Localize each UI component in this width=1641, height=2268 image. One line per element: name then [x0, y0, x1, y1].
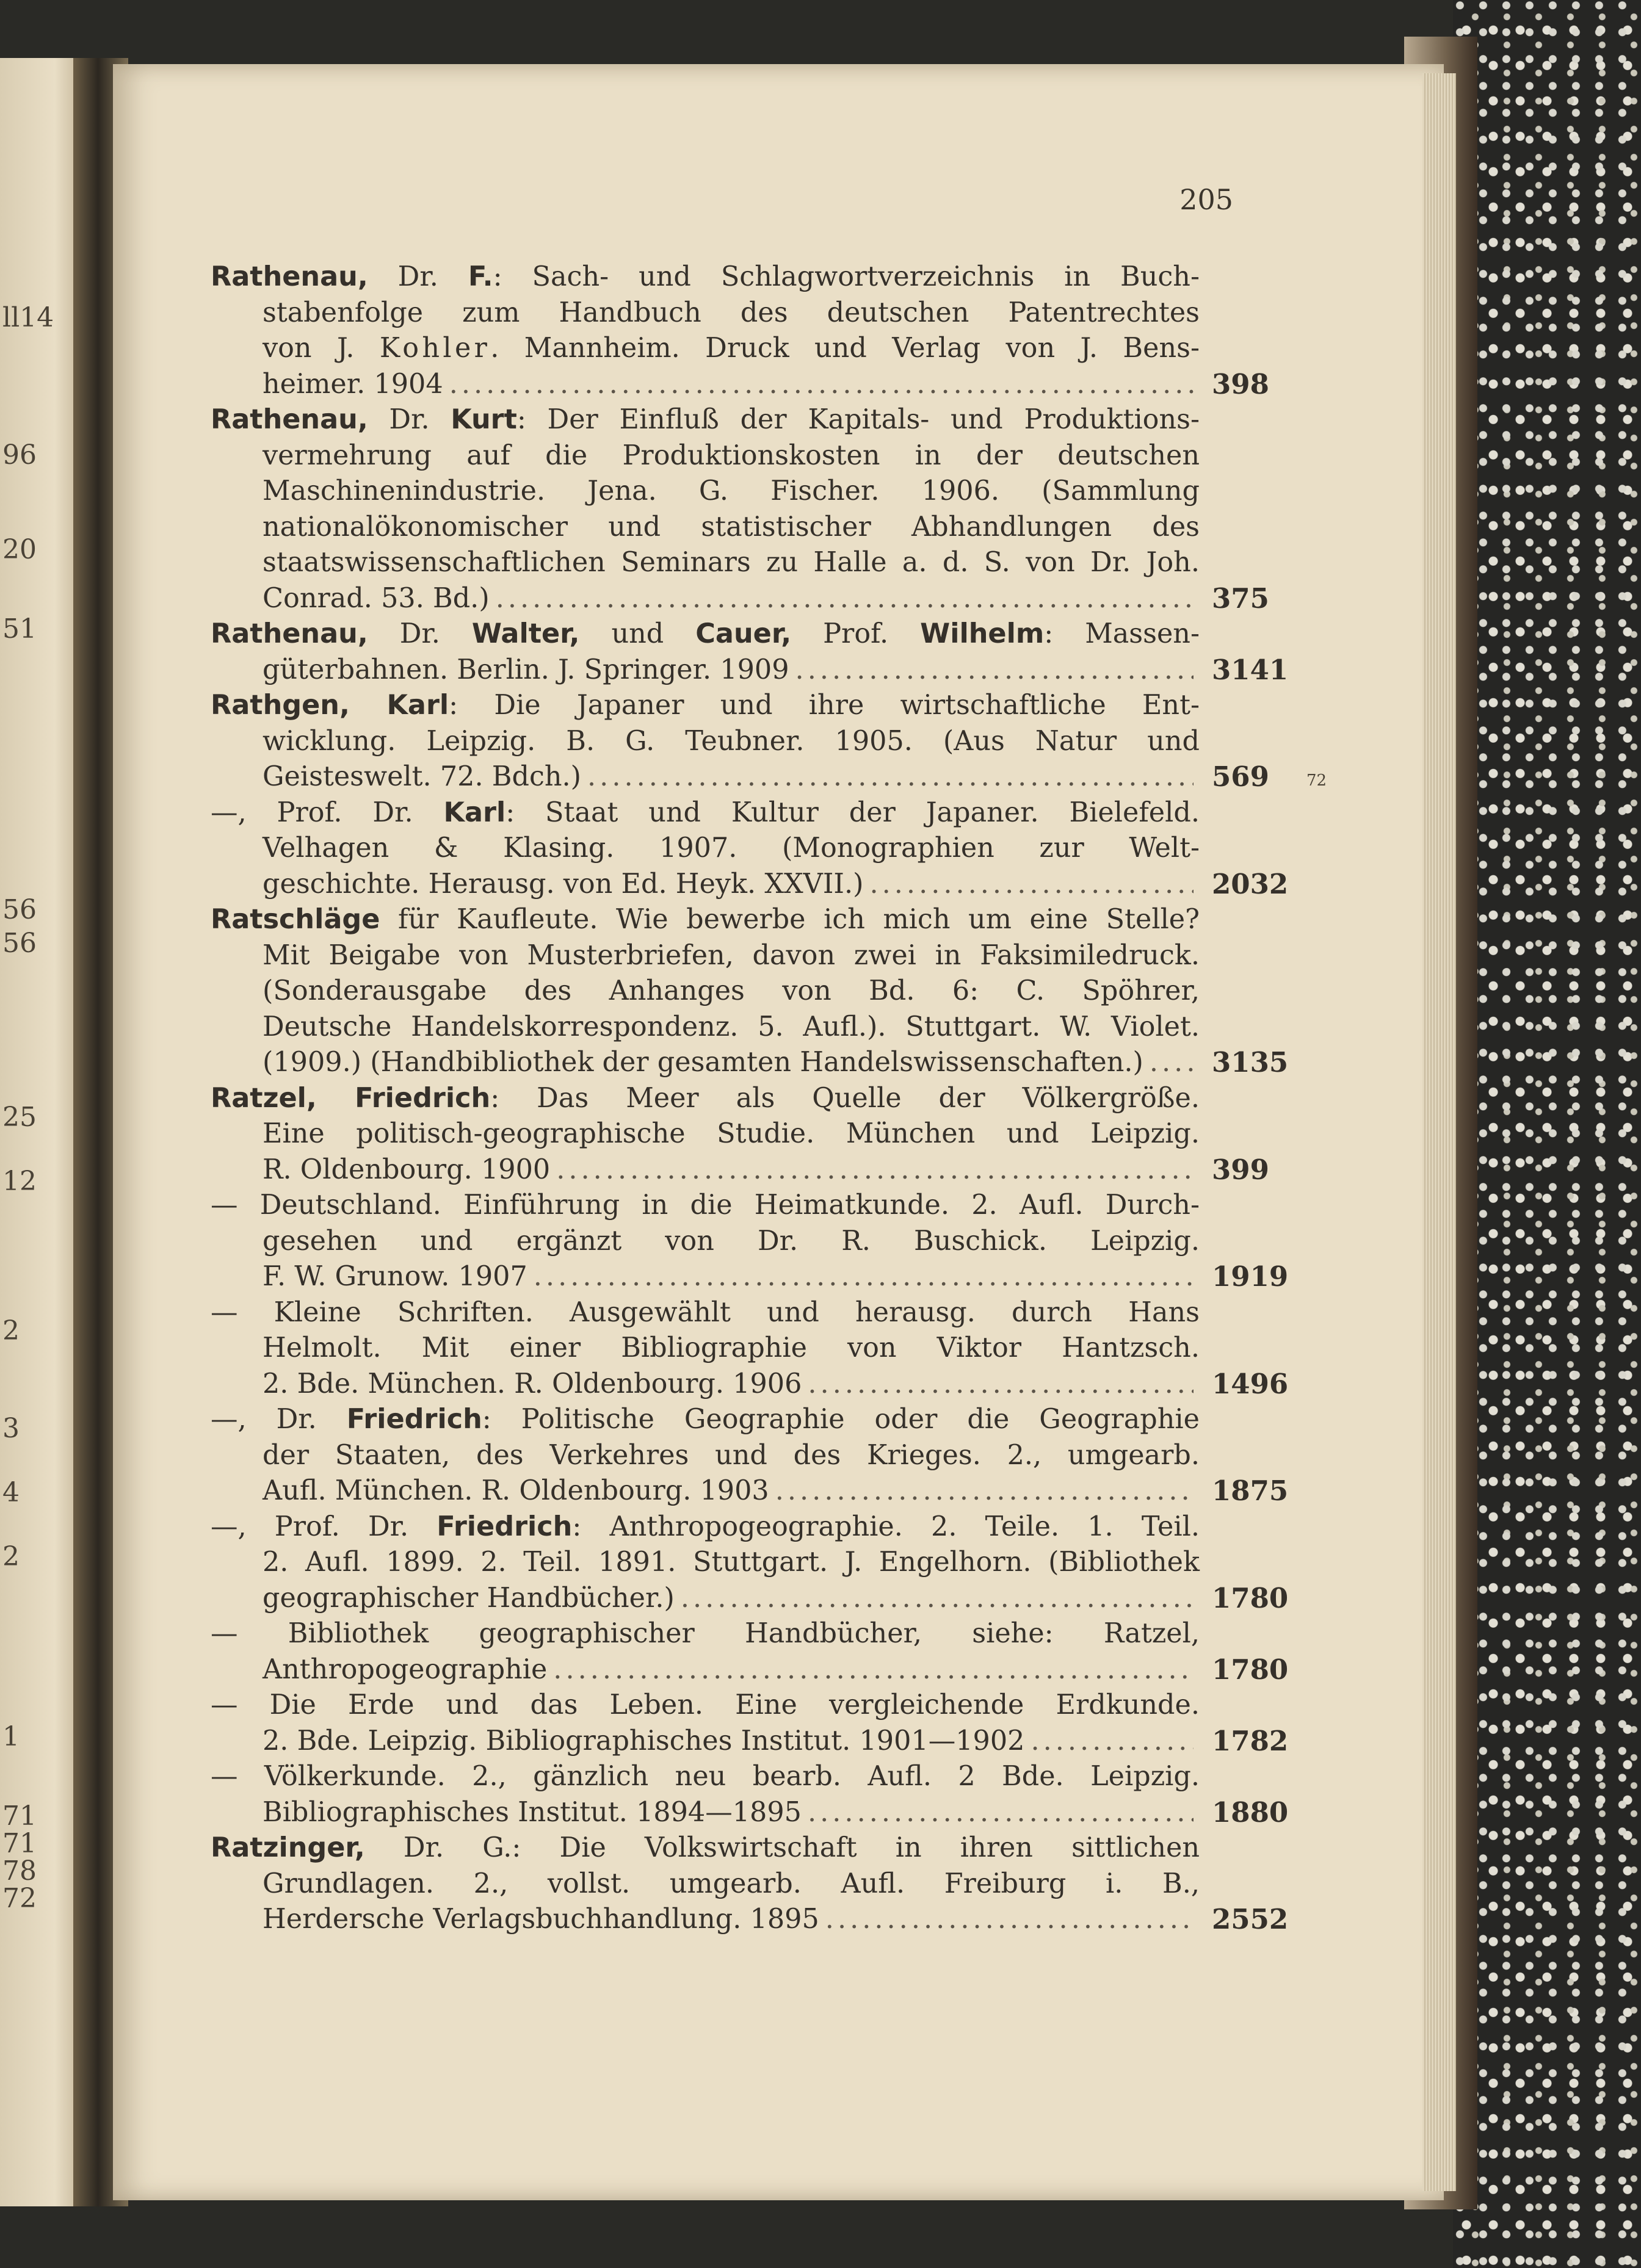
left-page-text-fragment: 25	[2, 1102, 37, 1133]
entry-line	[211, 1759, 1200, 1795]
entry-text: : Das Meer als Quelle der Völkergröße.	[490, 1082, 1200, 1114]
left-page-text-fragment: 2	[2, 1541, 20, 1572]
entry-author: Ratzel, Friedrich	[211, 1082, 491, 1114]
entry-line	[211, 1295, 1200, 1331]
left-page-text-fragment: 3	[2, 1413, 20, 1444]
bibliography-entry	[211, 1081, 1269, 1188]
entry-text: — Bibliothek geographischer Handbücher, siehe: Ratzel,	[211, 1618, 1200, 1649]
entry-text: —, Prof. Dr.	[211, 1511, 437, 1542]
entry-line	[211, 295, 1200, 331]
entry-number: 3135	[1212, 1046, 1289, 1078]
entry-number: 2552	[1212, 1903, 1289, 1935]
dot-leader	[1031, 1724, 1194, 1760]
entry-line	[211, 1009, 1200, 1046]
bibliography-entry	[211, 1295, 1289, 1403]
bibliography-entry	[211, 902, 1289, 1081]
entry-text: 2. Bde. Leipzig. Bibliographisches Institut. 1901—1902	[263, 1725, 1025, 1757]
entry-line	[211, 474, 1200, 510]
page-stack-edge	[1422, 73, 1456, 2191]
entry-line	[211, 831, 1200, 867]
entry-text: : Staat und Kultur der Japaner. Bielefeld.	[505, 796, 1200, 828]
bibliography-entry	[211, 1688, 1289, 1759]
entry-author: Cauer,	[695, 618, 792, 649]
left-page-text-fragment: 12	[2, 1166, 37, 1197]
entry-text: : Massen-	[1044, 618, 1200, 649]
entry-line	[211, 367, 1269, 403]
entry-text: Deutsche Handelskorrespondenz. 5. Aufl.). Stuttgart. W. Violet.	[263, 1011, 1200, 1042]
entry-text: Mit Beigabe von Musterbriefen, davon zwei in Faksimiledruck.	[263, 939, 1200, 971]
entry-text: für Kaufleute. Wie bewerbe ich mich um eine Stelle?	[380, 904, 1200, 935]
bibliography-entry	[211, 259, 1269, 402]
entry-line	[211, 1259, 1289, 1295]
entry-text: — Die Erde und das Leben. Eine vergleichende Erdkunde.	[211, 1689, 1200, 1721]
entry-number: 1780	[1212, 1581, 1289, 1614]
entry-line	[211, 1081, 1200, 1117]
entry-number: 399	[1212, 1153, 1269, 1186]
entry-text: Velhagen & Klasing. 1907. (Monographien zur Welt-	[263, 832, 1200, 864]
entry-line	[211, 938, 1200, 974]
entry-author: Wilhelm	[920, 618, 1045, 649]
entry-text: Kohler	[379, 333, 491, 364]
entry-line	[211, 795, 1200, 831]
entry-number: 1875	[1212, 1475, 1289, 1507]
dot-leader	[808, 1367, 1194, 1403]
entry-line	[211, 1045, 1289, 1081]
entry-line	[211, 1616, 1200, 1652]
entry-line	[211, 1652, 1289, 1688]
entry-line	[211, 1473, 1289, 1509]
entry-line	[211, 1402, 1200, 1438]
margin-note: 72	[1306, 771, 1327, 790]
entry-text: Dr.	[368, 261, 468, 292]
entry-line	[211, 724, 1200, 760]
page-number: 205	[1179, 183, 1233, 216]
entry-number: 1880	[1212, 1796, 1289, 1829]
marbled-cover	[1453, 0, 1641, 2268]
entry-text: nationalökonomischer und statistischer Abhandlungen des	[263, 511, 1200, 543]
left-page-text-fragment: 4	[2, 1477, 20, 1508]
entry-line	[211, 1331, 1200, 1367]
bibliography-entry	[211, 616, 1289, 688]
entry-line	[211, 259, 1200, 295]
entry-author: Kurt	[451, 404, 517, 435]
bibliography-entries	[211, 259, 1327, 1938]
entry-number: 1919	[1212, 1260, 1289, 1293]
entry-text: : Sach- und Schlagwortverzeichnis in Buch-	[493, 261, 1200, 292]
entry-text: Aufl. München. R. Oldenbourg. 1903	[263, 1475, 769, 1506]
entry-author: Karl	[443, 796, 506, 828]
dot-leader	[869, 867, 1194, 903]
entry-text: — Völkerkunde. 2., gänzlich neu bearb. Aufl. 2 Bde. Leipzig.	[211, 1761, 1200, 1792]
entry-text: Herdersche Verlagsbuchhandlung. 1895	[263, 1904, 819, 1935]
entry-line	[211, 1224, 1200, 1260]
entry-author: Ratzinger,	[211, 1832, 365, 1863]
entry-text: von J.	[263, 333, 380, 364]
dot-leader	[795, 652, 1194, 688]
entry-line	[211, 1724, 1289, 1760]
entry-line	[211, 1509, 1200, 1545]
entry-text: und	[579, 618, 696, 649]
entry-text: Maschinenindustrie. Jena. G. Fischer. 1906. (Sammlung	[263, 475, 1200, 507]
entry-text: gesehen und ergänzt von Dr. R. Buschick. Leipzig.	[263, 1225, 1200, 1257]
entry-text: (Sonderausgabe des Anhanges von Bd. 6: C. Spöhrer,	[263, 975, 1200, 1006]
entry-text: der Staaten, des Verkehres und des Krieges. 2., umgearb.	[263, 1439, 1200, 1471]
entry-line	[211, 545, 1200, 581]
entry-text: güterbahnen. Berlin. J. Springer. 1909	[263, 654, 789, 685]
bibliography-entry	[211, 688, 1327, 795]
entry-author: Walter,	[471, 618, 580, 649]
entry-line	[211, 510, 1200, 546]
left-page-text-fragment: 71	[2, 1828, 37, 1859]
entry-number: 3141	[1212, 653, 1289, 686]
entry-author: Rathenau,	[211, 404, 368, 435]
entry-line	[211, 1152, 1269, 1188]
entry-line	[211, 1438, 1200, 1474]
entry-author: Friedrich	[437, 1511, 573, 1542]
bibliography-entry	[211, 1509, 1289, 1617]
entry-number: 1780	[1212, 1653, 1289, 1686]
entry-line	[211, 616, 1200, 652]
entry-text: Dr. G.: Die Volkswirtschaft in ihren sittlichen	[364, 1832, 1200, 1863]
bibliography-entry	[211, 1830, 1289, 1938]
entry-text: Conrad. 53. Bd.)	[263, 582, 490, 614]
entry-line	[211, 1116, 1200, 1152]
dot-leader	[681, 1581, 1194, 1617]
entry-text: Grundlagen. 2., vollst. umgearb. Aufl. Freiburg i. B.,	[263, 1868, 1200, 1899]
bibliography-entry	[211, 402, 1269, 616]
entry-text: heimer. 1904	[263, 368, 443, 400]
dot-leader	[534, 1259, 1194, 1295]
entry-text: 2. Aufl. 1899. 2. Teil. 1891. Stuttgart. J. Engelhorn. (Bibliothek	[263, 1547, 1200, 1578]
entry-line	[211, 1545, 1200, 1581]
dot-leader	[775, 1473, 1194, 1509]
entry-text: — Kleine Schriften. Ausgewählt und herausg. durch Hans	[211, 1296, 1200, 1328]
dot-leader	[825, 1902, 1194, 1938]
bibliography-entry	[211, 1616, 1289, 1688]
entry-line	[211, 581, 1269, 617]
entry-text: geschichte. Herausg. von Ed. Heyk. XXVII.)	[263, 868, 864, 900]
entry-text: stabenfolge zum Handbuch des deutschen Patentrechtes	[263, 297, 1200, 328]
entry-line	[211, 759, 1327, 795]
entry-text: : Der Einfluß der Kapitals- und Produktions-	[516, 404, 1200, 435]
entry-text: Prof.	[791, 618, 921, 649]
entry-text: — Deutschland. Einführung in die Heimatkunde. 2. Aufl. Durch-	[211, 1190, 1200, 1221]
entry-line	[211, 688, 1200, 724]
entry-line	[211, 402, 1200, 438]
entry-text: Helmolt. Mit einer Bibliographie von Viktor Hantzsch.	[263, 1332, 1200, 1363]
entry-author: Rathenau,	[211, 261, 368, 292]
bibliography-entry	[211, 1188, 1289, 1295]
entry-line	[211, 1367, 1289, 1403]
entry-line	[211, 1688, 1200, 1724]
entry-line	[211, 902, 1200, 938]
entry-line	[211, 331, 1200, 367]
bibliography-entry	[211, 1402, 1289, 1509]
entry-line	[211, 1795, 1289, 1831]
entry-line	[211, 1902, 1289, 1938]
left-page-text-fragment: 2	[2, 1315, 20, 1346]
entry-text: : Die Japaner und ihre wirtschaftliche Ent-	[449, 690, 1200, 721]
entry-text: R. Oldenbourg. 1900	[263, 1154, 551, 1185]
entry-author: Ratschläge	[211, 904, 380, 935]
entry-line	[211, 652, 1289, 688]
entry-number: 569	[1212, 760, 1269, 793]
left-page-text-fragment: 20	[2, 534, 37, 565]
left-page-text-fragment: 72	[2, 1883, 37, 1914]
left-page-text-fragment: 56	[2, 928, 37, 959]
dot-leader	[556, 1152, 1194, 1188]
dot-leader	[808, 1795, 1194, 1831]
left-page-text-fragment: 78	[2, 1855, 37, 1887]
entry-line	[211, 1188, 1200, 1224]
dot-leader	[587, 759, 1194, 795]
bibliography-entry	[211, 1759, 1289, 1830]
entry-text: : Politische Geographie oder die Geographie	[482, 1404, 1200, 1435]
dot-leader	[496, 581, 1194, 617]
bibliography-entry	[211, 795, 1289, 903]
entry-text: —, Dr.	[211, 1404, 347, 1435]
entry-author: F.	[468, 261, 493, 292]
entry-text: staatswissenschaftlichen Seminars zu Halle a. d. S. von Dr. Joh.	[263, 547, 1200, 578]
entry-author: Rathgen, Karl	[211, 690, 449, 721]
entry-number: 375	[1212, 582, 1269, 615]
entry-text: Dr.	[368, 404, 451, 435]
left-page-text-fragment: 71	[2, 1800, 37, 1832]
entry-line	[211, 1866, 1200, 1902]
dot-leader	[449, 367, 1194, 403]
entry-author: Rathenau,	[211, 618, 368, 649]
entry-text: —, Prof. Dr.	[211, 796, 444, 828]
entry-text: Eine politisch-geographische Studie. München und Leipzig.	[263, 1118, 1200, 1149]
entry-text: Geisteswelt. 72. Bdch.)	[263, 761, 582, 792]
dot-leader	[553, 1652, 1194, 1688]
dot-leader	[1150, 1045, 1194, 1081]
entry-line	[211, 1581, 1289, 1617]
entry-text: (1909.) (Handbibliothek der gesamten Handelswissenschaften.)	[263, 1047, 1143, 1078]
left-page-text-fragment: ll14	[2, 302, 54, 333]
entry-line	[211, 1830, 1200, 1866]
entry-text: vermehrung auf die Produktionskosten in der deutschen	[263, 439, 1200, 471]
entry-author: Friedrich	[346, 1404, 482, 1435]
entry-text: F. W. Grunow. 1907	[263, 1261, 527, 1292]
entry-number: 2032	[1212, 867, 1289, 900]
entry-number: 1496	[1212, 1367, 1289, 1400]
entry-text: Anthropogeographie	[263, 1653, 548, 1685]
entry-text: Bibliographisches Institut. 1894—1895	[263, 1796, 802, 1828]
left-page-text-fragment: 51	[2, 613, 37, 645]
left-page-text-fragment: 96	[2, 439, 37, 471]
entry-number: 1782	[1212, 1724, 1289, 1757]
entry-text: 2. Bde. München. R. Oldenbourg. 1906	[263, 1368, 802, 1399]
entry-line	[211, 438, 1200, 474]
left-page-text-fragment: 56	[2, 894, 37, 925]
entry-text: geographischer Handbücher.)	[263, 1582, 675, 1614]
entry-line	[211, 867, 1289, 903]
entry-text: Dr.	[368, 618, 472, 649]
entry-number: 398	[1212, 367, 1269, 400]
entry-text: . Mannheim. Druck und Verlag von J. Bens-	[490, 333, 1200, 364]
left-page-text-fragment: 1	[2, 1721, 20, 1752]
entry-text: wicklung. Leipzig. B. G. Teubner. 1905. (Aus Natur und	[263, 725, 1200, 757]
entry-line	[211, 973, 1200, 1009]
entry-text: : Anthropogeographie. 2. Teile. 1. Teil.	[572, 1511, 1200, 1542]
